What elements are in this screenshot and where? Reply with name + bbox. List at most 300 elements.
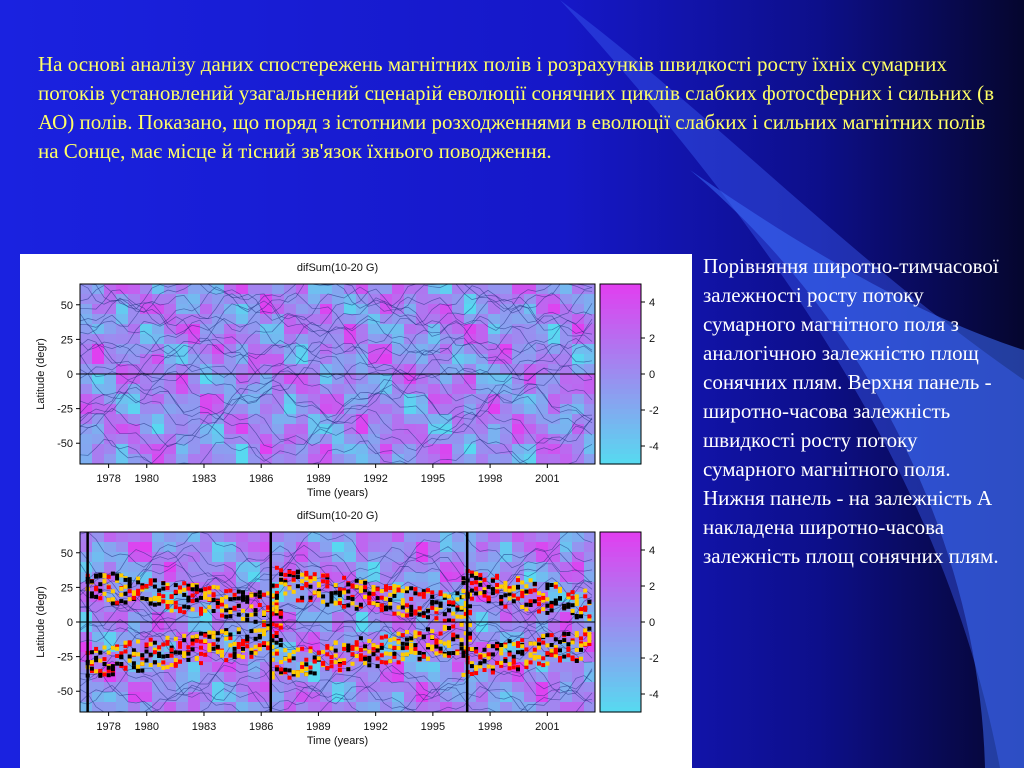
heatmap-cell: [512, 542, 525, 553]
sunspot-mark: [254, 593, 258, 597]
sunspot-mark: [212, 631, 216, 635]
heatmap-cell: [224, 324, 237, 335]
heatmap-cell: [512, 314, 525, 325]
heatmap-cell: [296, 384, 309, 395]
heatmap-cell: [380, 682, 393, 693]
heatmap-cell: [116, 454, 129, 465]
heatmap-cell: [500, 434, 513, 445]
sunspot-mark: [325, 666, 329, 670]
sunspot-mark: [292, 578, 296, 582]
sunspot-mark: [372, 592, 376, 596]
sunspot-mark: [541, 656, 545, 660]
colorbar: [600, 284, 659, 465]
sunspot-mark: [351, 647, 355, 651]
sunspot-mark: [136, 652, 140, 656]
sunspot-mark: [182, 610, 186, 614]
sunspot-mark: [583, 628, 587, 632]
sunspot-mark: [495, 590, 499, 594]
heatmap-cell: [428, 294, 441, 305]
heatmap-cell: [236, 672, 249, 683]
heatmap-cell: [152, 444, 165, 455]
heatmap-cell: [80, 384, 93, 395]
figure-caption: Порівняння широтно-тимчасової залежності росту потоку сумарного магнітного поля з аналогічною залежністю площ сонячних плям. Верхня панель - широтно-часова залежність швидкості росту потоку сумарного магнітного поля. Нижня панель - на залежність А накладена широтно-часова залежність площ сонячних плям.: [703, 254, 999, 568]
sunspot-mark: [111, 646, 115, 650]
sunspot-mark: [279, 568, 283, 572]
sunspot-mark: [191, 594, 195, 598]
sunspot-mark: [405, 630, 409, 634]
sunspot-mark: [199, 596, 203, 600]
colorbar-step: [600, 697, 641, 703]
sunspot-mark: [434, 607, 438, 611]
sunspot-mark: [304, 584, 308, 588]
sunspot-mark: [288, 586, 292, 590]
sunspot-mark: [258, 635, 262, 639]
sunspot-mark: [124, 592, 128, 596]
heatmap-cell: [560, 294, 573, 305]
colorbar-step: [600, 394, 641, 400]
sunspot-mark: [558, 596, 562, 600]
sunspot-mark: [566, 653, 570, 657]
heatmap-cell: [488, 692, 501, 703]
heatmap-cell: [284, 324, 297, 335]
sunspot-mark: [503, 581, 507, 585]
heatmap-cell: [524, 532, 537, 543]
sunspot-mark: [300, 586, 304, 590]
sunspot-mark: [140, 653, 144, 657]
sunspot-mark: [338, 663, 342, 667]
sunspot-mark: [355, 654, 359, 658]
heatmap-cell: [296, 454, 309, 465]
heatmap-cell: [104, 344, 117, 355]
sunspot-mark: [128, 589, 132, 593]
heatmap-cell: [452, 662, 465, 673]
heatmap-cell: [392, 622, 405, 633]
heatmap-cell: [584, 682, 596, 693]
sunspot-mark: [182, 638, 186, 642]
sunspot-mark: [245, 613, 249, 617]
sunspot-mark: [330, 598, 334, 602]
sunspot-mark: [216, 586, 220, 590]
heatmap-cell: [368, 532, 381, 543]
heatmap-cell: [80, 542, 93, 553]
heatmap-cell: [416, 404, 429, 415]
sunspot-mark: [203, 596, 207, 600]
heatmap-cell: [464, 532, 477, 543]
heatmap-cell: [140, 304, 153, 315]
sunspot-mark: [483, 594, 487, 598]
sunspot-mark: [363, 581, 367, 585]
sunspot-mark: [545, 611, 549, 615]
heatmap-cell: [512, 532, 525, 543]
heatmap-cell: [452, 552, 465, 563]
heatmap-cell: [104, 324, 117, 335]
heatmap-cell: [320, 542, 333, 553]
heatmap-cell: [152, 434, 165, 445]
sunspot-mark: [313, 576, 317, 580]
heatmap-cell: [560, 374, 573, 385]
sunspot-mark: [103, 592, 107, 596]
sunspot-mark: [359, 653, 363, 657]
heatmap-cell: [380, 672, 393, 683]
sunspot-mark: [443, 654, 447, 658]
sunspot-mark: [554, 599, 558, 603]
sunspot-mark: [405, 646, 409, 650]
heatmap-cell: [416, 424, 429, 435]
sunspot-mark: [124, 641, 128, 645]
heatmap-cell: [284, 444, 297, 455]
sunspot-mark: [207, 605, 211, 609]
sunspot-mark: [288, 659, 292, 663]
sunspot-mark: [537, 646, 541, 650]
heatmap-cell: [248, 434, 261, 445]
heatmap-cell: [248, 682, 261, 693]
sunspot-mark: [409, 650, 413, 654]
heatmap-cell: [164, 304, 177, 315]
sunspot-mark: [545, 643, 549, 647]
top-panel: [35, 262, 659, 499]
sunspot-mark: [140, 596, 144, 600]
heatmap-cell: [488, 364, 501, 375]
heatmap-cell: [428, 414, 441, 425]
sunspot-mark: [90, 660, 94, 664]
sunspot-mark: [470, 647, 474, 651]
sunspot-mark: [145, 584, 149, 588]
heatmap-cell: [344, 532, 357, 543]
sunspot-mark: [325, 573, 329, 577]
sunspot-mark: [579, 614, 583, 618]
heatmap-cell: [488, 314, 501, 325]
sunspot-mark: [145, 650, 149, 654]
sunspot-mark: [512, 587, 516, 591]
heatmap-cell: [308, 602, 321, 613]
heatmap-cell: [548, 404, 561, 415]
sunspot-mark: [583, 589, 587, 593]
sunspot-mark: [334, 591, 338, 595]
sunspot-mark: [220, 609, 224, 613]
sunspot-mark: [487, 596, 491, 600]
colorbar-step: [600, 434, 641, 440]
sunspot-mark: [258, 643, 262, 647]
sunspot-mark: [288, 655, 292, 659]
sunspot-mark: [325, 652, 329, 656]
heatmap-cell: [344, 384, 357, 395]
heatmap-cell: [416, 304, 429, 315]
sunspot-mark: [533, 599, 537, 603]
colorbar-tick-label: 0: [649, 617, 656, 629]
sunspot-mark: [470, 581, 474, 585]
heatmap-cell: [332, 454, 345, 465]
heatmap-cell: [188, 444, 201, 455]
heatmap-cell: [560, 444, 573, 455]
sunspot-mark: [220, 614, 224, 618]
heatmap-cell: [92, 454, 105, 465]
sunspot-mark: [115, 601, 119, 605]
heatmap-cell: [140, 532, 153, 543]
heatmap-cell: [116, 404, 129, 415]
heatmap-cell: [344, 702, 357, 713]
sunspot-mark: [136, 640, 140, 644]
sunspot-mark: [90, 650, 94, 654]
heatmap-cell: [236, 702, 249, 713]
sunspot-mark: [292, 656, 296, 660]
y-tick-label: -25: [57, 651, 73, 664]
sunspot-mark: [178, 660, 182, 664]
sunspot-mark: [233, 597, 237, 601]
heatmap-cell: [440, 284, 453, 295]
sunspot-mark: [212, 585, 216, 589]
sunspot-mark: [508, 589, 512, 593]
sunspot-mark: [174, 637, 178, 641]
heatmap-cell: [116, 702, 129, 713]
sunspot-mark: [279, 643, 283, 647]
colorbar-step: [600, 657, 641, 663]
sunspot-mark: [451, 637, 455, 641]
sunspot-mark: [405, 609, 409, 613]
sunspot-mark: [413, 630, 417, 634]
sunspot-mark: [124, 650, 128, 654]
heatmap-cell: [104, 632, 117, 643]
y-tick-label: -25: [57, 403, 73, 416]
sunspot-mark: [258, 603, 262, 607]
sunspot-mark: [499, 601, 503, 605]
sunspot-mark: [140, 662, 144, 666]
heatmap-cell: [464, 434, 477, 445]
x-tick-label: 1978: [96, 473, 121, 485]
heatmap-cell: [512, 354, 525, 365]
sunspot-mark: [346, 603, 350, 607]
sunspot-mark: [149, 663, 153, 667]
sunspot-mark: [128, 655, 132, 659]
heatmap-cell: [80, 682, 93, 693]
sunspot-mark: [483, 648, 487, 652]
heatmap-cell: [140, 354, 153, 365]
sunspot-mark: [309, 576, 313, 580]
heatmap-cell: [380, 542, 393, 553]
x-tick-label: 1980: [134, 473, 160, 485]
sunspot-mark: [380, 596, 384, 600]
sunspot-mark: [279, 638, 283, 642]
sunspot-mark: [520, 591, 524, 595]
sunspot-mark: [153, 597, 157, 601]
heatmap-cell: [476, 612, 489, 623]
sunspot-mark: [334, 640, 338, 644]
sunspot-mark: [191, 607, 195, 611]
sunspot-mark: [346, 596, 350, 600]
sunspot-mark: [174, 650, 178, 654]
sunspot-mark: [447, 640, 451, 644]
sunspot-mark: [98, 582, 102, 586]
heatmap-cell: [428, 284, 441, 295]
heatmap-cell: [260, 434, 273, 445]
heatmap-cell: [188, 532, 201, 543]
sunspot-mark: [558, 648, 562, 652]
colorbar-step: [600, 552, 641, 558]
heatmap-cell: [140, 424, 153, 435]
sunspot-mark: [351, 662, 355, 666]
heatmap-cell: [200, 444, 213, 455]
sunspot-mark: [583, 606, 587, 610]
sunspot-mark: [401, 633, 405, 637]
colorbar-step: [600, 587, 641, 593]
heatmap-cell: [488, 284, 501, 295]
heatmap-cell: [128, 404, 141, 415]
sunspot-mark: [119, 599, 123, 603]
x-tick-label: 1992: [363, 721, 388, 733]
sunspot-mark: [212, 642, 216, 646]
heatmap-cell: [560, 572, 573, 583]
sunspot-mark: [258, 628, 262, 632]
heatmap-cell: [380, 532, 393, 543]
heatmap-cell: [380, 284, 393, 295]
sunspot-mark: [558, 656, 562, 660]
sunspot-mark: [254, 637, 258, 641]
sunspot-mark: [212, 592, 216, 596]
sunspot-mark: [388, 602, 392, 606]
sunspot-mark: [566, 648, 570, 652]
heatmap-cell: [560, 552, 573, 563]
sunspot-mark: [434, 645, 438, 649]
sunspot-mark: [119, 587, 123, 591]
heatmap-cell: [524, 354, 537, 365]
heatmap-cell: [92, 434, 105, 445]
heatmap-cell: [584, 702, 596, 713]
heatmap-cell: [524, 324, 537, 335]
sunspot-mark: [562, 638, 566, 642]
sunspot-mark: [503, 644, 507, 648]
heatmap-cell: [212, 294, 225, 305]
sunspot-mark: [254, 651, 258, 655]
heatmap-cell: [488, 454, 501, 465]
heatmap-cell: [332, 562, 345, 573]
sunspot-mark: [575, 594, 579, 598]
sunspot-mark: [124, 578, 128, 582]
heatmap-cell: [584, 404, 596, 415]
heatmap-cell: [392, 284, 405, 295]
sunspot-mark: [342, 590, 346, 594]
sunspot-mark: [554, 585, 558, 589]
heatmap-cell: [188, 374, 201, 385]
heatmap-cell: [500, 702, 513, 713]
heatmap-cell: [548, 682, 561, 693]
sunspot-mark: [94, 669, 98, 673]
colorbar-step: [600, 324, 641, 330]
heatmap-cell: [584, 364, 596, 375]
heatmap-cell: [284, 602, 297, 613]
y-tick-label: 50: [60, 299, 73, 312]
sunspot-mark: [409, 586, 413, 590]
sunspot-mark: [418, 613, 422, 617]
colorbar-step: [600, 409, 641, 415]
sunspot-mark: [355, 607, 359, 611]
heatmap-cell: [296, 702, 309, 713]
heatmap-cell: [452, 454, 465, 465]
sunspot-mark: [520, 581, 524, 585]
heatmap-cell: [548, 542, 561, 553]
sunspot-mark: [207, 647, 211, 651]
sunspot-mark: [447, 626, 451, 630]
sunspot-mark: [241, 609, 245, 613]
heatmap-cell: [344, 344, 357, 355]
sunspot-mark: [334, 654, 338, 658]
sunspot-mark: [474, 650, 478, 654]
sunspot-mark: [157, 602, 161, 606]
sunspot-mark: [355, 647, 359, 651]
sunspot-mark: [541, 607, 545, 611]
heatmap-cell: [236, 374, 249, 385]
sunspot-mark: [462, 581, 466, 585]
heatmap-cell: [140, 284, 153, 295]
sunspot-mark: [541, 663, 545, 667]
sunspot-mark: [182, 634, 186, 638]
heatmap-cell: [152, 394, 165, 405]
heatmap-cell: [104, 702, 117, 713]
sunspot-mark: [98, 651, 102, 655]
heatmap-cell: [368, 542, 381, 553]
sunspot-mark: [90, 667, 94, 671]
heatmap-cell: [512, 404, 525, 415]
heatmap-cell: [116, 334, 129, 345]
heatmap-cell: [500, 404, 513, 415]
sunspot-mark: [279, 660, 283, 664]
sunspot-mark: [529, 660, 533, 664]
sunspot-mark: [562, 632, 566, 636]
sunspot-mark: [443, 627, 447, 631]
sunspot-mark: [249, 613, 253, 617]
sunspot-mark: [292, 670, 296, 674]
heatmap-cell: [392, 532, 405, 543]
heatmap-cell: [248, 404, 261, 415]
sunspot-mark: [233, 607, 237, 611]
sunspot-mark: [447, 600, 451, 604]
heatmap-cell: [236, 404, 249, 415]
sunspot-mark: [98, 596, 102, 600]
sunspot-mark: [107, 666, 111, 670]
x-tick-label: 1986: [248, 473, 274, 485]
heatmap-cell: [524, 632, 537, 643]
sunspot-mark: [397, 660, 401, 664]
heatmap-cell: [548, 374, 561, 385]
colorbar-step: [600, 429, 641, 435]
heatmap-cell: [524, 304, 537, 315]
sunspot-mark: [447, 608, 451, 612]
sunspot-mark: [288, 668, 292, 672]
sunspot-mark: [409, 597, 413, 601]
sunspot-mark: [367, 650, 371, 654]
sunspot-mark: [136, 591, 140, 595]
sunspot-mark: [317, 594, 321, 598]
sunspot-mark: [224, 595, 228, 599]
sunspot-mark: [207, 631, 211, 635]
sunspot-mark: [524, 584, 528, 588]
sunspot-mark: [132, 661, 136, 665]
heatmap-cell: [248, 284, 261, 295]
heatmap-cell: [116, 434, 129, 445]
sunspot-mark: [372, 652, 376, 656]
sunspot-mark: [483, 653, 487, 657]
sunspot-mark: [405, 614, 409, 618]
heatmap-cell: [164, 424, 177, 435]
sunspot-mark: [342, 647, 346, 651]
heatmap-cell: [116, 532, 129, 543]
sunspot-mark: [317, 656, 321, 660]
heatmap-cell: [284, 424, 297, 435]
sunspot-mark: [434, 651, 438, 655]
heatmap-cell: [368, 702, 381, 713]
sunspot-mark: [367, 639, 371, 643]
sunspot-mark: [392, 594, 396, 598]
bottom-panel: [35, 510, 659, 747]
heatmap-cell: [344, 304, 357, 315]
